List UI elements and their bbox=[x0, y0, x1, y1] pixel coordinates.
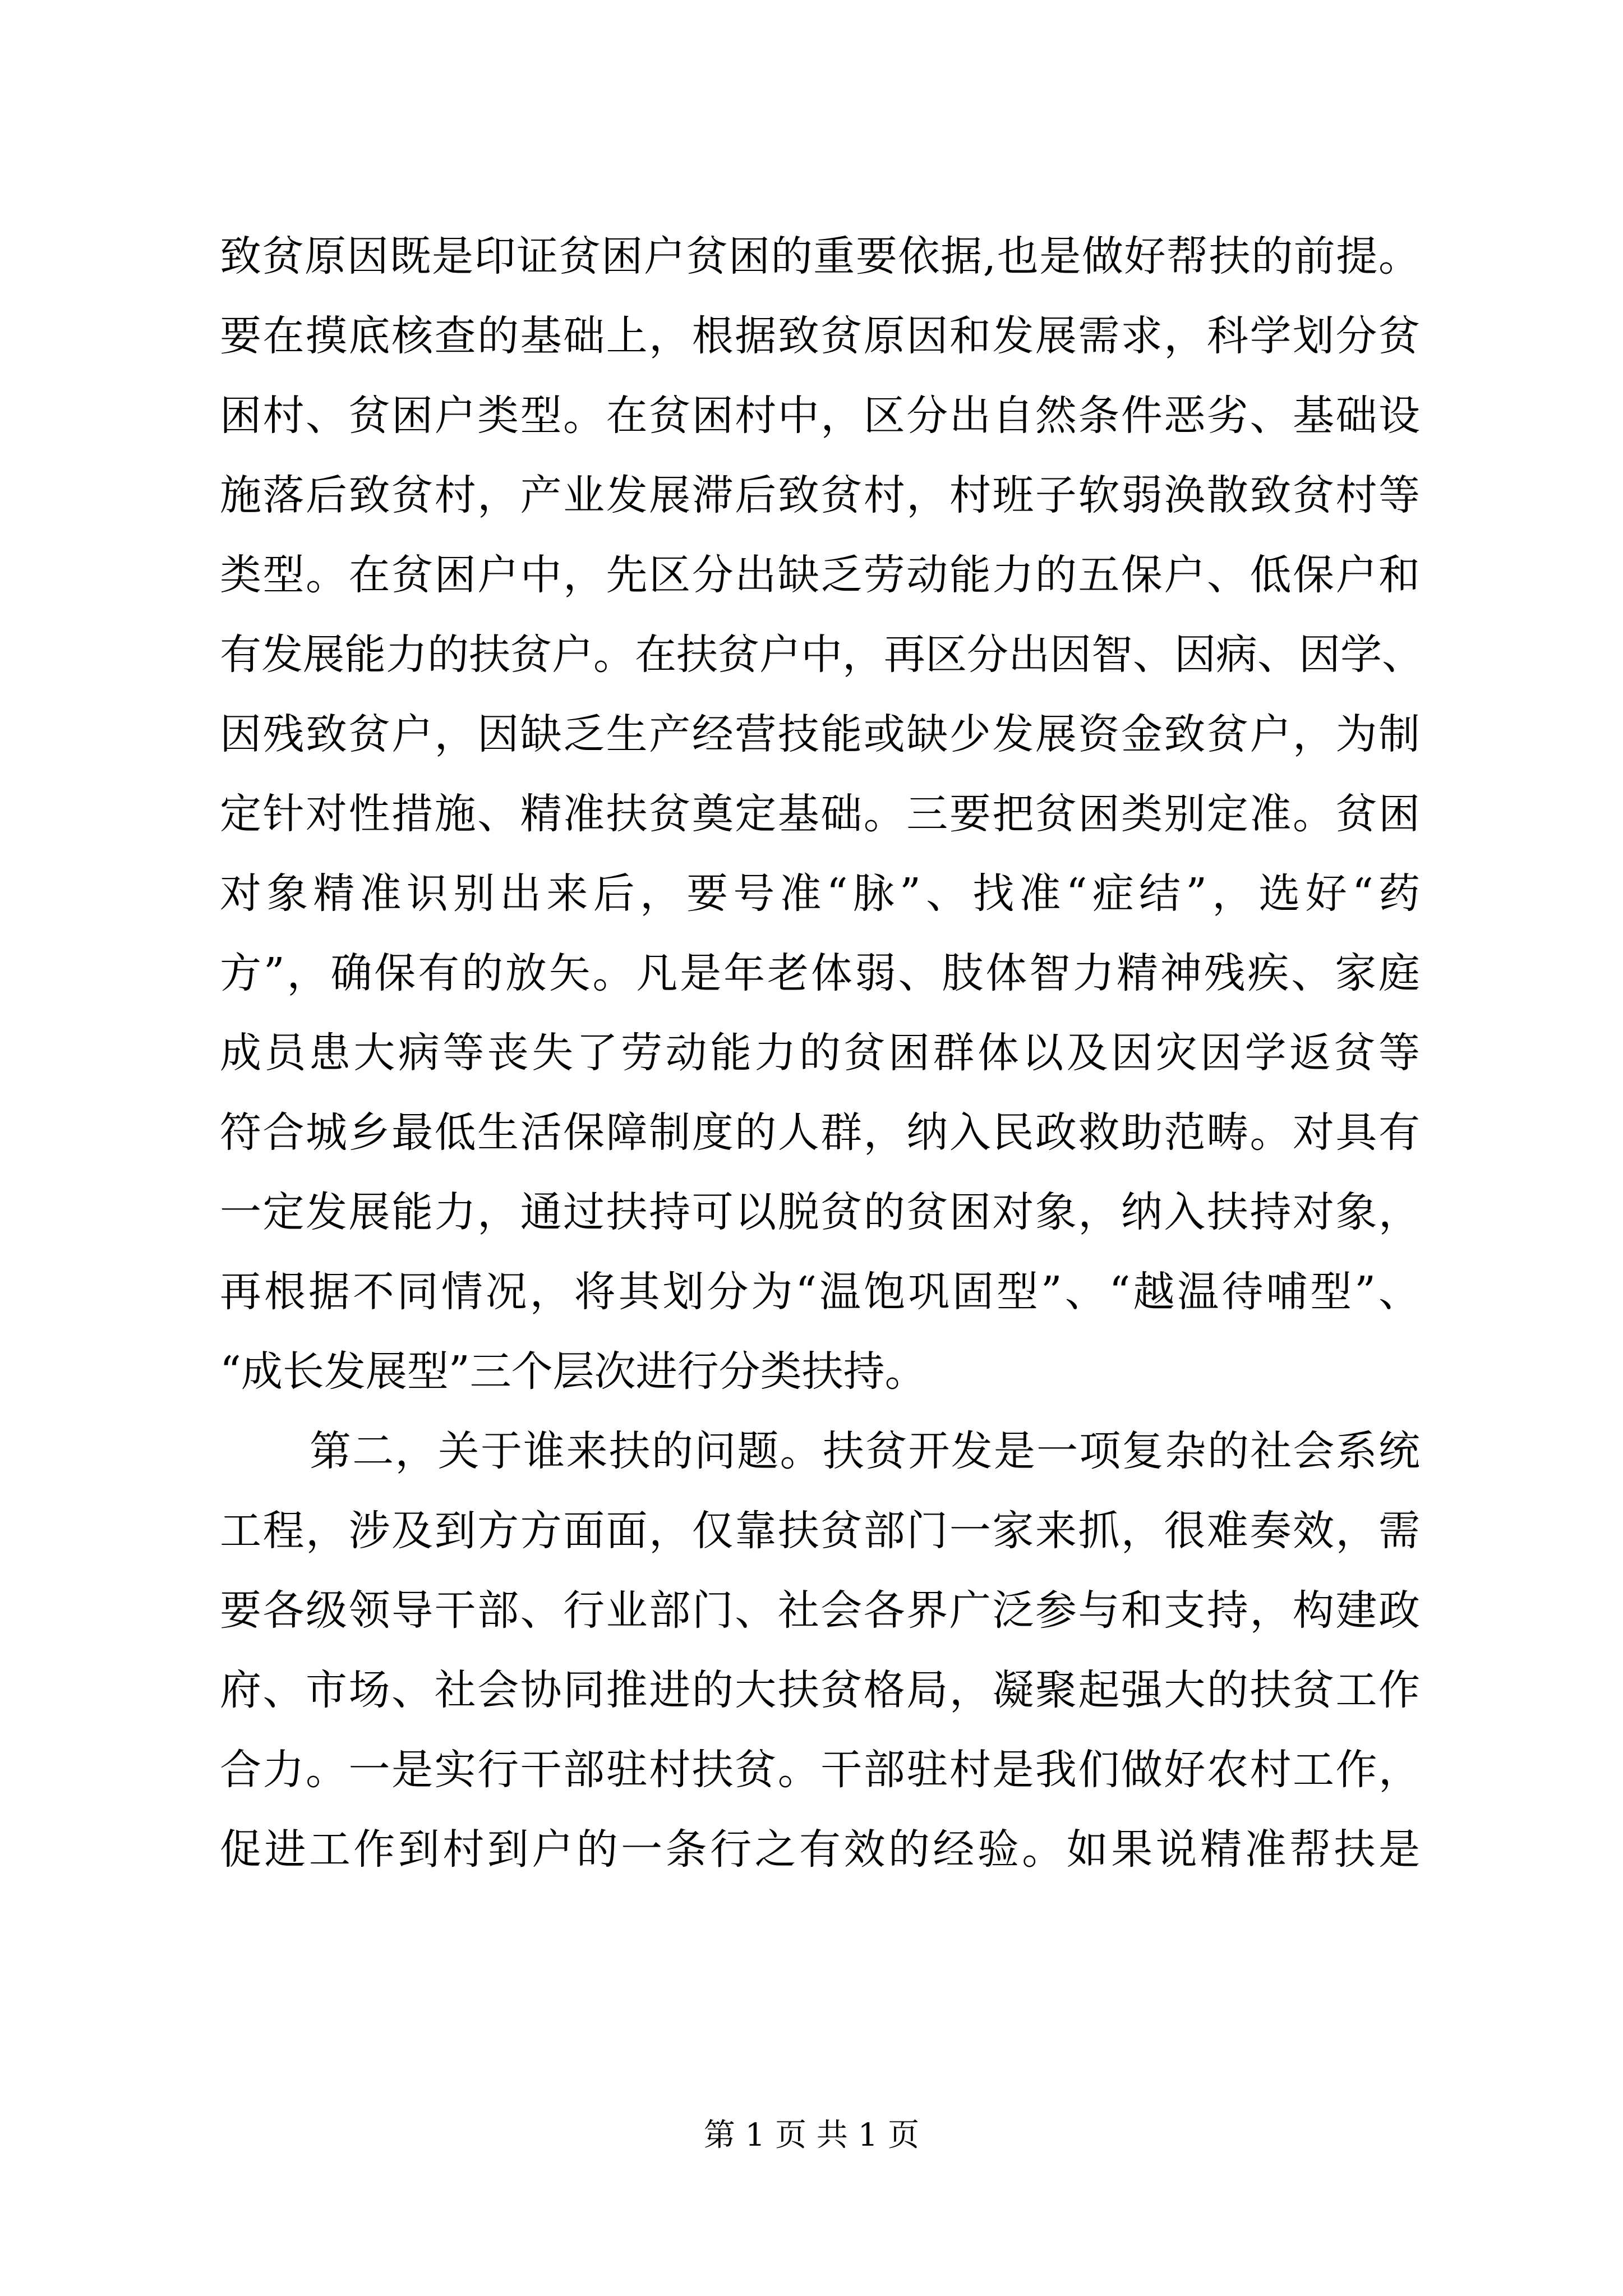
text-line: 有发展能力的扶贫户。在扶贫户中，再区分出因智、因病、因学、 bbox=[220, 631, 1423, 679]
text-line: 施落后致贫村，产业发展滞后致贫村，村班子软弱涣散致贫村等 bbox=[220, 471, 1420, 519]
text-line: 对象精准识别出来后，要号准“脉”、找准“症结”，选好“药 bbox=[220, 869, 1420, 918]
text-line: 方”，确保有的放矢。凡是年老体弱、肢体智力精神残疾、家庭 bbox=[220, 949, 1420, 997]
text-line: 促进工作到村到户的一条行之有效的经验。如果说精准帮扶是 bbox=[220, 1825, 1420, 1874]
text-line: 合力。一是实行干部驻村扶贫。干部驻村是我们做好农村工作， bbox=[220, 1746, 1420, 1794]
text-line: 再根据不同情况，将其划分为“温饱巩固型”、“越温待哺型”、 bbox=[220, 1268, 1420, 1316]
page-number: 第 1 页 共 1 页 bbox=[703, 2117, 920, 2154]
page-footer bbox=[0, 2116, 1623, 2155]
text-line: 因残致贫户，因缺乏生产经营技能或缺少发展资金致贫户，为制 bbox=[220, 710, 1420, 758]
text-line: 成员患大病等丧失了劳动能力的贫困群体以及因灾因学返贫等 bbox=[220, 1029, 1420, 1077]
text-line: 工程，涉及到方方面面，仅靠扶贫部门一家来抓，很难奏效，需 bbox=[220, 1507, 1420, 1555]
text-line: 困村、贫困户类型。在贫困村中，区分出自然条件恶劣、基础设 bbox=[220, 392, 1420, 440]
text-line: 府、市场、社会协同推进的大扶贫格局，凝聚起强大的扶贫工作 bbox=[220, 1666, 1420, 1714]
text-line: 要各级领导干部、行业部门、社会各界广泛参与和支持，构建政 bbox=[220, 1586, 1420, 1635]
paragraph-start-line: 第二，关于谁来扶的问题。扶贫开发是一项复杂的社会系统 bbox=[310, 1427, 1420, 1475]
text-line: 致贫原因既是印证贫困户贫困的重要依据,也是做好帮扶的前提。 bbox=[220, 232, 1420, 280]
paragraph-end-line: “成长发展型”三个层次进行分类扶持。 bbox=[220, 1347, 926, 1396]
text-line: 符合城乡最低生活保障制度的人群，纳入民政救助范畴。对具有 bbox=[220, 1108, 1420, 1157]
text-line: 一定发展能力，通过扶持可以脱贫的贫困对象，纳入扶持对象， bbox=[220, 1188, 1420, 1236]
text-line: 要在摸底核查的基础上，根据致贫原因和发展需求，科学划分贫 bbox=[220, 312, 1420, 360]
document-body bbox=[220, 217, 1423, 1889]
text-line: 定针对性措施、精准扶贫奠定基础。三要把贫困类别定准。贫困 bbox=[220, 790, 1420, 838]
text-line: 类型。在贫困户中，先区分出缺乏劳动能力的五保户、低保户和 bbox=[220, 551, 1420, 599]
